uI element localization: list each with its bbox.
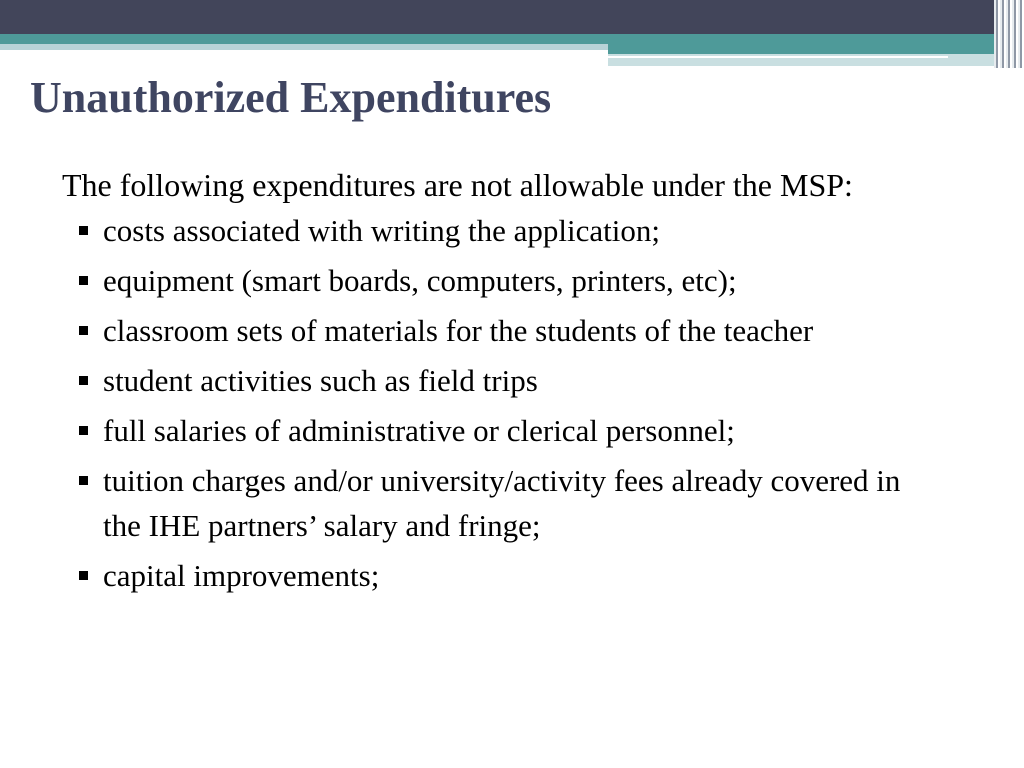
bullet-item <box>62 358 933 403</box>
bullet-item <box>62 208 933 253</box>
bullet-text: tuition charges and/or university/activity fees already covered in the IHE partners’ salary and fringe; <box>103 463 901 543</box>
bullet-text: classroom sets of materials for the students of the teacher <box>103 313 814 348</box>
slide-content <box>62 164 942 603</box>
bullet-text: capital improvements; <box>103 558 380 593</box>
square-bullet-icon <box>79 276 88 285</box>
square-bullet-icon <box>79 226 88 235</box>
header-band-teal-right <box>608 44 1024 54</box>
header-white-line <box>608 56 948 58</box>
bullet-text: student activities such as field trips <box>103 363 538 398</box>
header-stripes <box>994 0 1024 68</box>
square-bullet-icon <box>79 376 88 385</box>
square-bullet-icon <box>79 326 88 335</box>
square-bullet-icon <box>79 476 88 485</box>
square-bullet-icon <box>79 571 88 580</box>
bullet-item <box>62 308 933 353</box>
bullet-text: costs associated with writing the application; <box>103 213 661 248</box>
bullet-item <box>62 408 933 453</box>
bullet-item <box>62 553 933 598</box>
bullet-text: equipment (smart boards, computers, printers, etc); <box>103 263 737 298</box>
slide-title: Unauthorized Expenditures <box>30 73 552 122</box>
square-bullet-icon <box>79 426 88 435</box>
header-band-teal <box>0 34 1024 44</box>
bullet-item <box>62 458 933 548</box>
bullet-text: full salaries of administrative or clerical personnel; <box>103 413 735 448</box>
header-band-dark <box>0 0 1024 34</box>
bullet-list <box>62 208 942 598</box>
intro-text: The following expenditures are not allowable under the MSP: <box>62 167 853 203</box>
bullet-item <box>62 258 933 303</box>
